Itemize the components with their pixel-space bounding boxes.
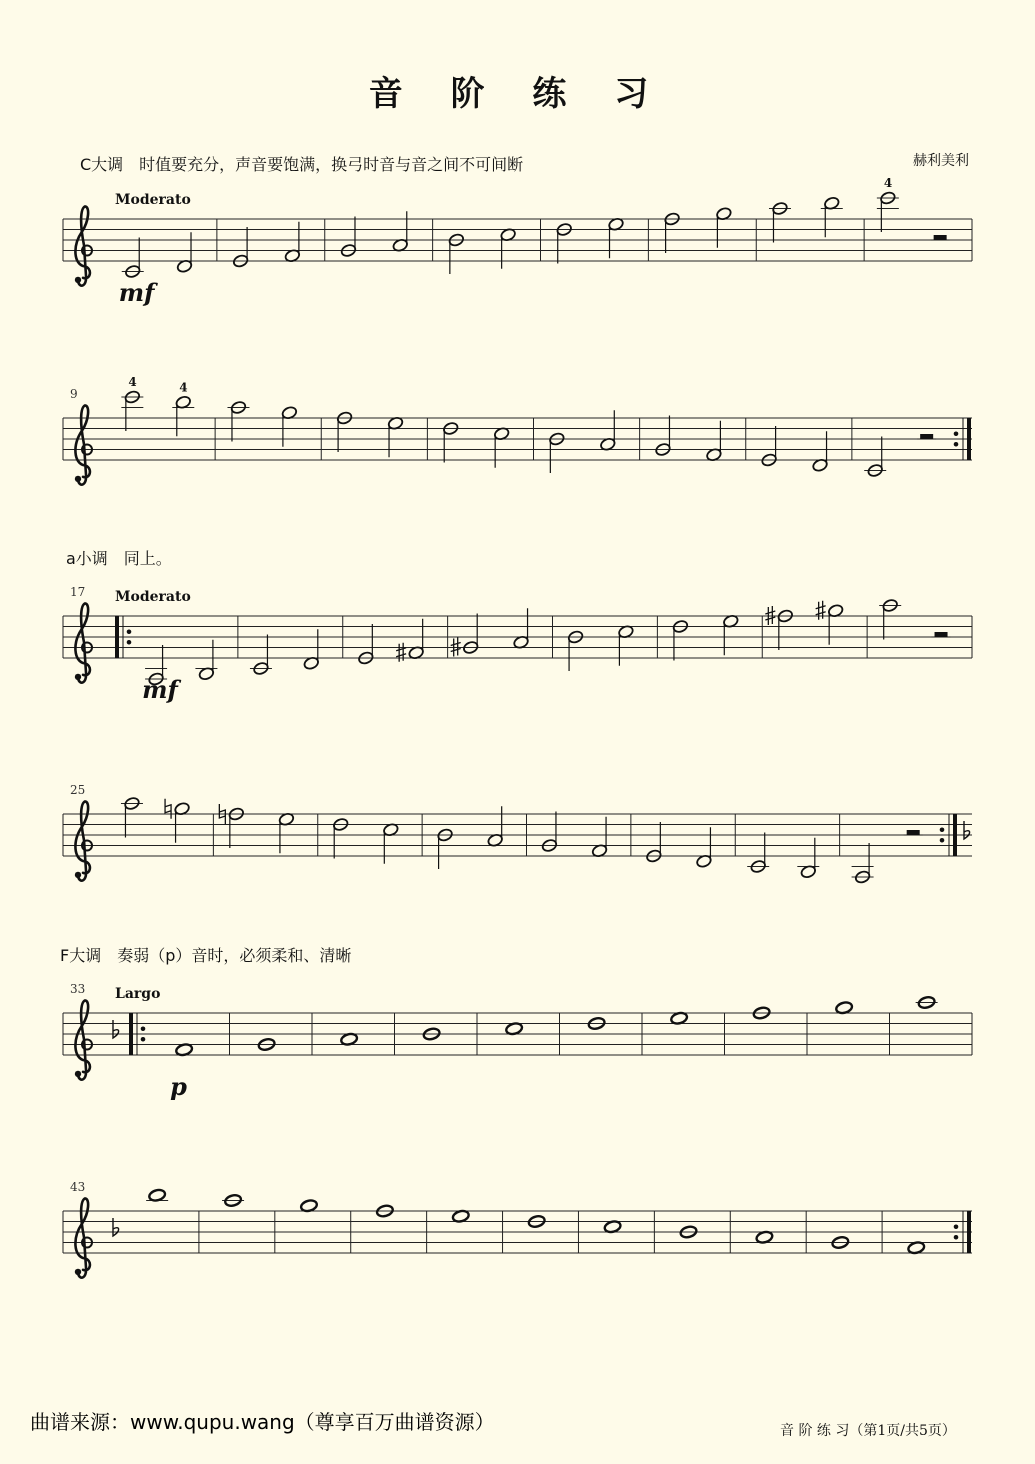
repeat-dot [127, 629, 132, 634]
dynamic-marking: mf [118, 278, 155, 307]
repeat-dot [141, 1037, 146, 1042]
repeat-dot [954, 442, 959, 447]
repeat-dot [940, 838, 945, 843]
footer-source: 曲谱来源：www.qupu.wang（尊享百万曲谱资源） [30, 1410, 495, 1434]
staff-system [63, 375, 972, 485]
dynamic-marking: p [170, 1072, 187, 1101]
section-comment-c-major: C大调 时值要充分，声音要饱满，换弓时音与音之间不可间断 [80, 155, 524, 174]
end-repeat-thick-bar [967, 1211, 971, 1253]
key-signature-flat-icon [113, 1218, 119, 1236]
repeat-dot [127, 640, 132, 645]
section-comment-f-major: F大调 奏弱（p）音时，必须柔和、清晰 [60, 946, 352, 965]
half-rest [920, 434, 933, 439]
half-rest [907, 830, 920, 835]
staff-system [63, 176, 972, 307]
sharp-icon [396, 643, 406, 662]
composer: 赫利美利 [913, 153, 969, 169]
repeat-dot [141, 1026, 146, 1031]
key-signature-flat-icon [113, 1020, 119, 1038]
half-rest [935, 632, 948, 637]
dynamic-marking: mf [142, 675, 178, 704]
tempo-marking: Largo [115, 986, 161, 1002]
repeat-dot [954, 1235, 959, 1240]
staff-system [63, 1180, 972, 1278]
staff-system [63, 783, 972, 884]
footer-page-info: 音 阶 练 习（第1页/共5页） [780, 1423, 956, 1439]
treble-clef-dot [75, 1269, 81, 1275]
start-repeat-thick-bar [115, 616, 119, 658]
measure-number: 17 [70, 585, 86, 599]
measure-number: 33 [70, 982, 86, 996]
treble-clef-dot [75, 872, 81, 878]
treble-clef-dot [75, 674, 81, 680]
staff-system [63, 585, 972, 704]
courtesy-key-flat-icon [964, 821, 970, 839]
tempo-marking: Moderato [115, 589, 191, 605]
fingering-number: 4 [179, 380, 188, 395]
repeat-dot [954, 1224, 959, 1229]
staff-system [63, 982, 972, 1101]
fingering-number: 4 [883, 176, 893, 190]
half-rest [934, 235, 947, 240]
measure-number: 25 [70, 783, 86, 797]
treble-clef-dot [75, 1071, 81, 1077]
start-repeat-thick-bar [129, 1013, 133, 1055]
treble-clef-dot [75, 476, 81, 482]
measure-number: 43 [70, 1180, 86, 1194]
page-title: 音 阶 练 习 [368, 74, 667, 114]
fingering-number: 4 [128, 375, 137, 389]
measure-number: 9 [70, 387, 78, 401]
natural-icon [165, 799, 171, 819]
repeat-dot [954, 431, 959, 436]
repeat-dot [940, 827, 945, 832]
sharp-icon [816, 601, 826, 620]
treble-clef-dot [75, 277, 81, 283]
end-repeat-thick-bar [967, 418, 971, 460]
tempo-marking: Moderato [115, 192, 191, 208]
section-comment-a-minor: a小调 同上。 [66, 549, 172, 568]
end-repeat-thick-bar [953, 814, 957, 856]
